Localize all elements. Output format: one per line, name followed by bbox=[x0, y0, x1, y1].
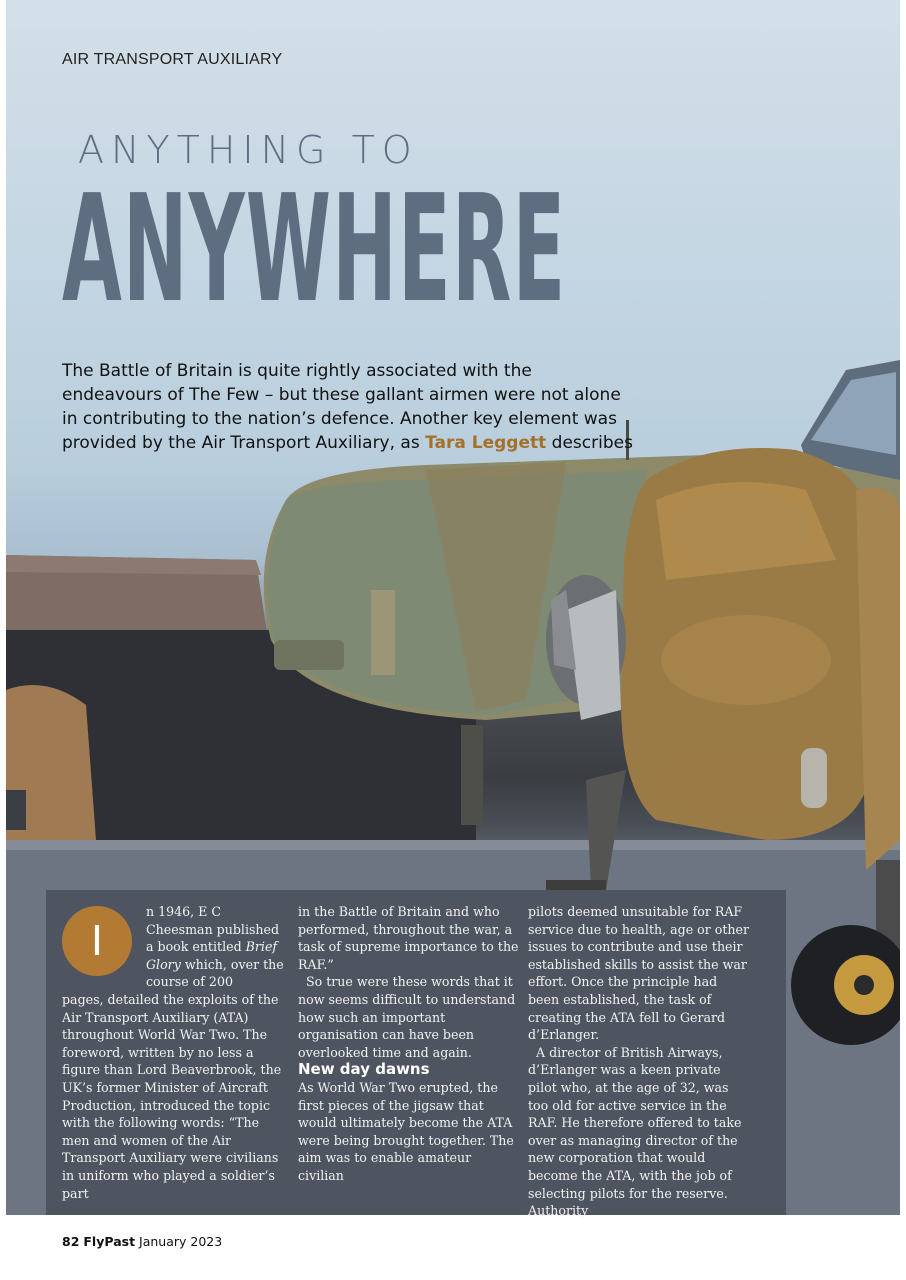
book-title: Brief Glory bbox=[146, 939, 278, 972]
page-footer bbox=[62, 1234, 222, 1249]
subheading: New day dawns bbox=[298, 1060, 430, 1079]
col3-paragraph-1: pilots deemed unsuitable for RAF service due to health, age or other issues to contribute and use their established skills to assist the war effort. Once the principle had been established, the task of creating the ATA fell to Gerard d’Erlanger. bbox=[528, 904, 749, 1043]
author-name: Tara Leggett bbox=[425, 433, 547, 453]
body-column-2 bbox=[298, 903, 520, 1185]
body-column-1 bbox=[62, 903, 284, 1202]
section-label: AIR TRANSPORT AUXILIARY bbox=[62, 51, 283, 68]
col1-rest-text: which, over the course of 200 bbox=[146, 956, 284, 990]
col2-paragraph-3: As World War Two erupted, the first pieces of the jigsaw that would ultimately become the ATA were being brought together. The aim was to enable amateur civilian bbox=[298, 1079, 514, 1183]
standfirst-text-end: describes bbox=[551, 433, 633, 453]
col2-paragraph-1: in the Battle of Britain and who performed, throughout the war, a task of supreme importance to the RAF.” bbox=[298, 904, 519, 972]
col1-lead bbox=[62, 903, 284, 991]
col1-continued: pages, detailed the exploits of the Air Transport Auxiliary (ATA) throughout World War Two. The foreword, written by no less a figure than Lord Beaverbrook, the UK’s former Minister of Aircraft Production, introduced the topic with the following words: “The men and women of the Air Transport Auxiliary were civilians in uniform who played a soldier’s part bbox=[62, 991, 282, 1201]
standfirst-text: The Battle of Britain is quite rightly associated with the endeavours of The Few – but these gallant airmen were not alone in contributing to the nation’s defence. Another key element was provided by the Air Transport Auxiliary, as bbox=[62, 361, 621, 453]
drop-cap: I bbox=[62, 906, 132, 976]
issue-date: January 2023 bbox=[139, 1234, 223, 1249]
col2-paragraph-2: So true were these words that it now seems difficult to understand how such an important organisation can have been overlooked time and again. bbox=[298, 974, 516, 1060]
body-column-3 bbox=[528, 903, 750, 1220]
page-title: ANYWHERE bbox=[62, 163, 567, 335]
col3-paragraph-2: A director of British Airways, d’Erlanger was a keen private pilot who, at the age of 32, was too old for active service in the RAF. He therefore offered to take over as managing director of the new corporation that would become the ATA, with the job of selecting pilots for the reserve. Authority bbox=[528, 1044, 742, 1219]
col1-lead-text: n 1946, E C Cheesman published a book entitled bbox=[146, 904, 280, 955]
standfirst bbox=[62, 359, 637, 455]
magazine-name: FlyPast bbox=[83, 1234, 136, 1249]
title-kicker: ANYTHING TO bbox=[78, 128, 419, 172]
page-number: 82 bbox=[62, 1234, 80, 1249]
